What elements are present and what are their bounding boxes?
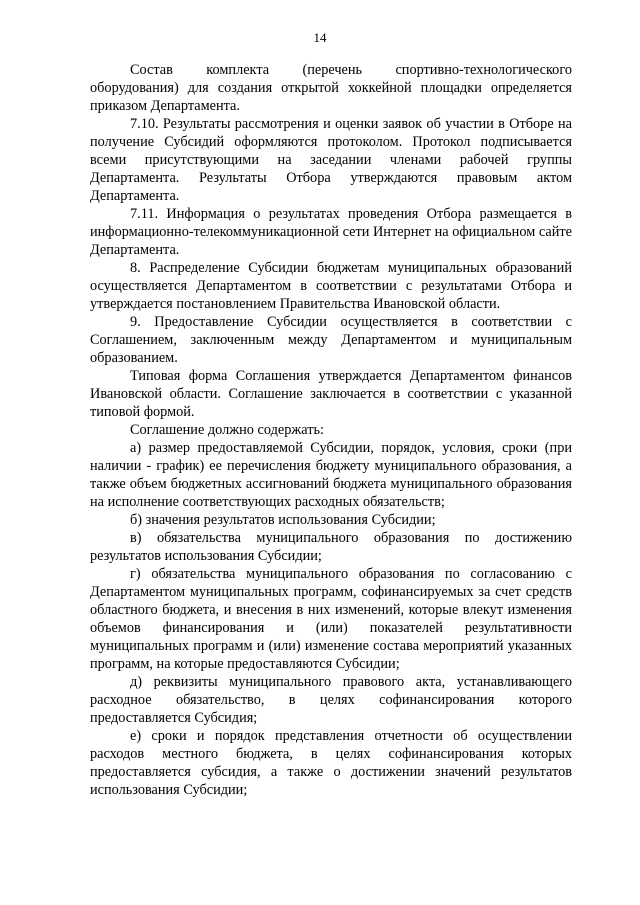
paragraph-7-11: 7.11. Информация о результатах проведения Отбора размещается в информационно-телекоммуникационной сети Интернет на официальном сайте Департамента. — [90, 206, 572, 258]
paragraph-standard-form: Типовая форма Соглашения утверждается Департаментом финансов Ивановской области. Соглашение заключается в соответствии с указанной типовой формой. — [90, 368, 572, 420]
paragraph-agreement-contents: Соглашение должно содержать: — [130, 422, 324, 438]
list-item-e: е) сроки и порядок представления отчетности об осуществлении расходов местного бюджета, в целях софинансирования которых предоставляется субсидия, а также о достижении значений результатов использования Субсидии; — [90, 728, 572, 798]
document-body — [90, 61, 572, 799]
list-item-d: д) реквизиты муниципального правового акта, устанавливающего расходное обязательство, в целях софинансирования которого предоставляется Субсидия; — [90, 674, 572, 726]
paragraph-equipment-set: Состав комплекта (перечень спортивно-технологического оборудования) для создания открытой хоккейной площадки определяется приказом Департамента. — [90, 62, 572, 114]
list-item-a: а) размер предоставляемой Субсидии, порядок, условия, сроки (при наличии - график) ее перечисления бюджету муниципального образования, а также объем бюджетных ассигнований бюджета муниципального образования на исполнение соответствующих расходных обязательств; — [90, 440, 572, 510]
paragraph-7-10: 7.10. Результаты рассмотрения и оценки заявок об участии в Отборе на получение Субсидий оформляются протоколом. Протокол подписывается всеми присутствующими на заседании членами рабочей группы Департамента. Результаты Отбора утверждаются правовым актом Департамента. — [90, 116, 572, 204]
page-number: 14 — [313, 30, 327, 45]
list-item-v: в) обязательства муниципального образования по достижению результатов использования Субсидии; — [90, 530, 572, 564]
paragraph-8: 8. Распределение Субсидии бюджетам муниципальных образований осуществляется Департаментом в соответствии с результатами Отбора и утверждается постановлением Правительства Ивановской области. — [90, 260, 572, 312]
list-item-g: г) обязательства муниципального образования по согласованию с Департаментом муниципальных программ, софинансируемых за счет средств областного бюджета, и внесения в них изменений, которые влекут изменения объемов финансирования и (или) показателей результативности муниципальных программ и (или) изменение состава мероприятий указанных программ, на которые предоставляются Субсидии; — [90, 566, 572, 672]
paragraph-9: 9. Предоставление Субсидии осуществляется в соответствии с Соглашением, заключенным между Департаментом и муниципальным образованием. — [90, 314, 572, 366]
list-item-b: б) значения результатов использования Субсидии; — [130, 512, 436, 528]
